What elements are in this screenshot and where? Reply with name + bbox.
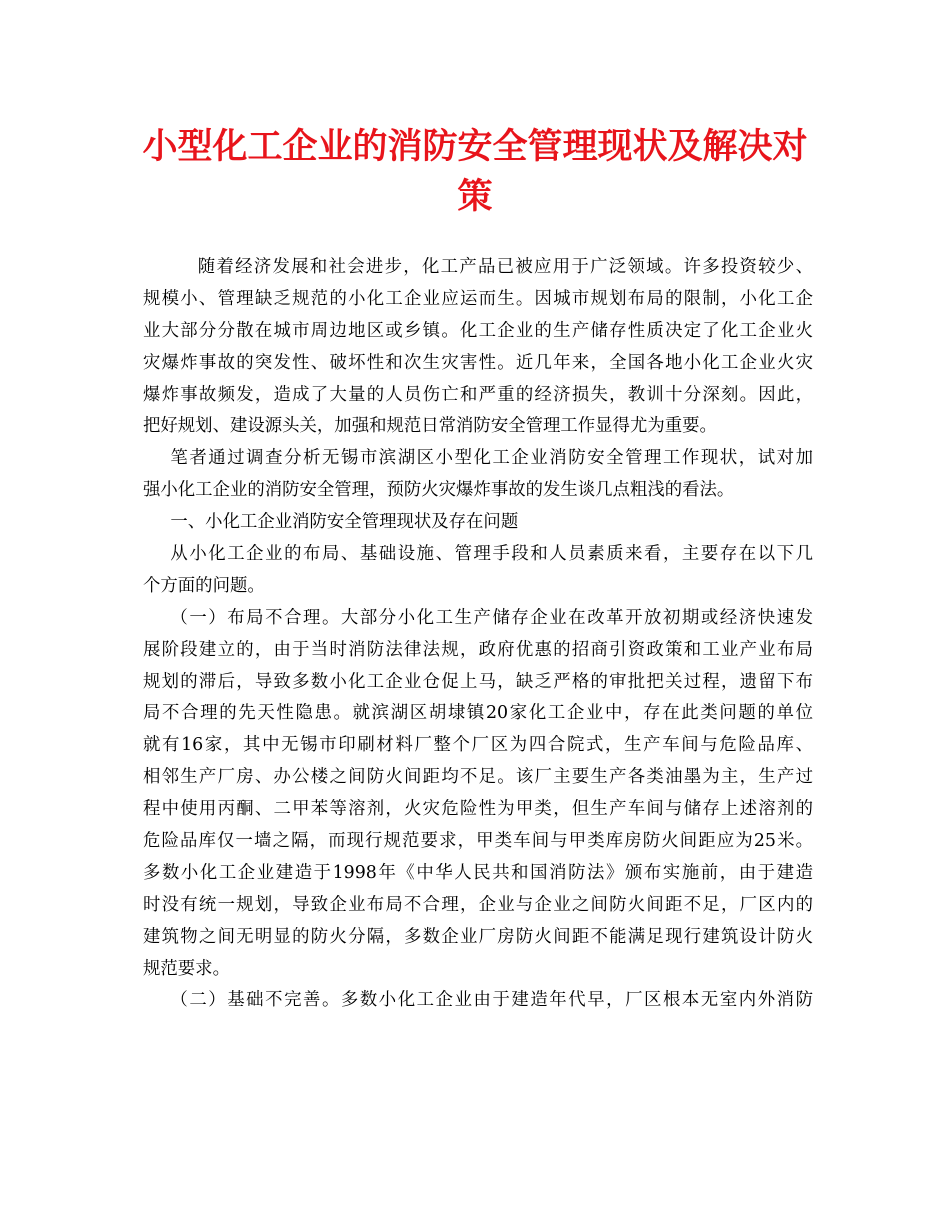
body-line: 危险品库仅一墙之隔，而现行规范要求，甲类车间与甲类库房防火间距应为25米。: [143, 831, 813, 852]
body-line: 局不合理的先天性隐患。就滨湖区胡埭镇20家化工企业中，存在此类问题的单位: [143, 703, 813, 724]
body-line: 灾爆炸事故的突发性、破坏性和次生灾害性。近几年来，全国各地小化工企业火灾: [143, 352, 813, 373]
body-line: （二）基础不完善。多数小化工企业由于建造年代早，厂区根本无室内外消防: [170, 990, 813, 1011]
body-line: 就有16家，其中无锡市印刷材料厂整个厂区为四合院式，生产车间与危险品库、: [143, 735, 813, 756]
body-line: 把好规划、建设源头关，加强和规范日常消防安全管理工作显得尤为重要。: [143, 416, 717, 437]
title-line: 小型化工企业的消防安全管理现状及解决对: [142, 126, 808, 167]
body-line: 一、小化工企业消防安全管理现状及存在问题: [170, 512, 519, 533]
body-line: 展阶段建立的，由于当时消防法律法规，政府优惠的招商引资政策和工业产业布局: [143, 639, 813, 660]
body-line: 强小化工企业的消防安全管理，预防火灾爆炸事故的发生谈几点粗浅的看法。: [143, 480, 735, 501]
body-line: 规模小、管理缺乏规范的小化工企业应运而生。因城市规划布局的限制，小化工企: [143, 288, 813, 309]
document-body: [143, 252, 813, 1017]
body-line: 建筑物之间无明显的防火分隔，多数企业厂房防火间距不能满足现行建筑设计防火: [143, 926, 813, 947]
body-line: 从小化工企业的布局、基础设施、管理手段和人员素质来看，主要存在以下几: [170, 544, 813, 565]
title-line: 策: [457, 176, 493, 217]
body-line: 规划的滞后，导致多数小化工企业仓促上马，缺乏严格的审批把关过程，遗留下布: [143, 671, 813, 692]
body-line: 个方面的问题。: [143, 575, 265, 596]
body-line: 时没有统一规划，导致企业布局不合理，企业与企业之间防火间距不足，厂区内的: [143, 894, 813, 915]
body-line: （一）布局不合理。大部分小化工生产储存企业在改革开放初期或经济快速发: [170, 607, 813, 628]
body-line: 爆炸事故频发，造成了大量的人员伤亡和严重的经济损失，教训十分深刻。因此，: [143, 384, 813, 405]
body-line: 笔者通过调查分析无锡市滨湖区小型化工企业消防安全管理工作现状，试对加: [170, 448, 813, 469]
body-line: 相邻生产厂房、办公楼之间防火间距均不足。该厂主要生产各类油墨为主，生产过: [143, 767, 813, 788]
document-title: [120, 122, 830, 222]
body-line: 随着经济发展和社会进步，化工产品已被应用于广泛领域。许多投资较少、: [197, 257, 813, 277]
body-line: 规范要求。: [143, 958, 230, 979]
body-line: 业大部分分散在城市周边地区或乡镇。化工企业的生产储存性质决定了化工企业火: [143, 320, 813, 341]
body-line: 程中使用丙酮、二甲苯等溶剂，火灾危险性为甲类，但生产车间与储存上述溶剂的: [143, 799, 813, 820]
body-line: 多数小化工企业建造于1998年《中华人民共和国消防法》颁布实施前，由于建造: [143, 862, 813, 883]
